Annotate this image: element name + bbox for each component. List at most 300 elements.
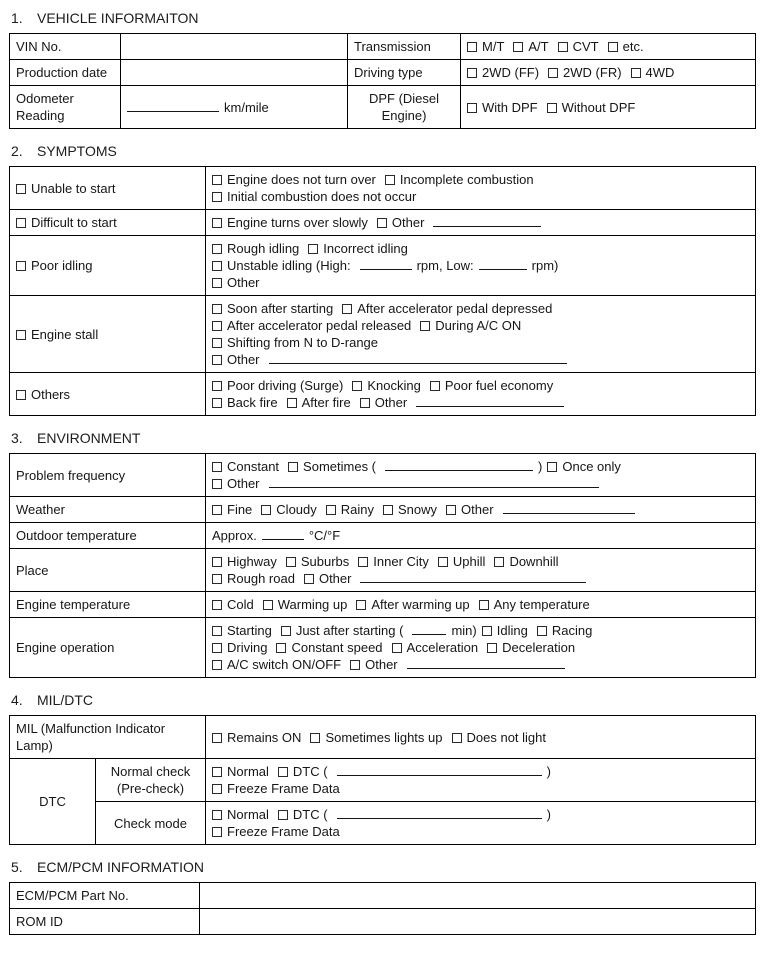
section-number: 2. <box>11 143 23 159</box>
options-cell <box>206 167 756 210</box>
checkbox-option[interactable] <box>212 476 260 491</box>
checkbox-option[interactable] <box>212 241 299 256</box>
checkbox-option[interactable] <box>212 459 279 474</box>
checkbox-option[interactable] <box>479 597 590 612</box>
checkbox-option[interactable] <box>356 597 469 612</box>
ecm-part-no-label: ECM/PCM Part No. <box>16 888 129 903</box>
option-line <box>16 326 199 343</box>
vin-value-cell[interactable] <box>121 34 348 60</box>
checkbox-icon[interactable] <box>16 330 26 340</box>
option-line <box>212 639 749 656</box>
checkbox-label: During A/C ON <box>435 318 522 333</box>
checkbox-option[interactable] <box>212 215 368 230</box>
checkbox-label: Other <box>227 275 260 290</box>
checkbox-icon[interactable] <box>487 643 497 653</box>
checkbox-icon[interactable] <box>212 338 222 348</box>
section-title: ENVIRONMENT <box>37 430 141 446</box>
checkbox-label: After fire <box>301 395 351 410</box>
fill-in-blank[interactable] <box>127 99 219 112</box>
vin-transmission-row <box>10 34 756 60</box>
checkbox-icon[interactable] <box>16 390 26 400</box>
dpf-label-cell <box>348 86 461 129</box>
form-row <box>10 618 756 678</box>
option-line <box>212 351 749 368</box>
ecm-part-no-value-cell[interactable] <box>200 883 756 909</box>
checkbox-option[interactable] <box>420 318 521 333</box>
checkbox-icon[interactable] <box>212 398 222 408</box>
checkbox-icon[interactable] <box>212 626 222 636</box>
section-heading-vehicle-information <box>11 10 756 26</box>
checkbox-icon[interactable] <box>212 321 222 331</box>
section-title: VEHICLE INFORMAITON <box>37 10 199 26</box>
checkbox-icon[interactable] <box>212 660 222 670</box>
form-row <box>10 454 756 497</box>
checkbox-icon[interactable] <box>356 600 366 610</box>
checkbox-label: Normal <box>227 764 269 779</box>
options-cell <box>206 296 756 373</box>
checkbox-icon[interactable] <box>420 321 430 331</box>
checkbox-label: Downhill <box>509 554 559 569</box>
checkbox-icon[interactable] <box>287 398 297 408</box>
section-number: 4. <box>11 692 23 708</box>
checkbox-icon[interactable] <box>278 767 288 777</box>
checkbox-icon[interactable] <box>286 557 296 567</box>
checkbox-option[interactable] <box>308 241 408 256</box>
checkbox-option[interactable] <box>385 172 534 187</box>
checkbox-option[interactable] <box>212 730 301 745</box>
driving-type-options <box>467 64 749 81</box>
environment-label-cell <box>10 497 206 523</box>
checkbox-option[interactable] <box>494 554 558 569</box>
rom-id-label: ROM ID <box>16 914 63 929</box>
checkbox-icon[interactable] <box>482 626 492 636</box>
checkbox-label: Constant <box>227 459 280 474</box>
mil-label: MIL (Malfunction Indicator Lamp) <box>16 721 166 753</box>
checkbox-label: Idling <box>496 623 528 638</box>
checkbox-option[interactable] <box>326 502 374 517</box>
checkbox-option[interactable] <box>452 730 547 745</box>
fill-in-blank[interactable] <box>269 351 567 364</box>
option-line <box>212 729 749 746</box>
fill-in-blank[interactable] <box>337 763 542 776</box>
checkbox-icon[interactable] <box>212 175 222 185</box>
environment-label-cell <box>10 592 206 618</box>
checkbox-option[interactable] <box>467 39 504 54</box>
checkbox-option[interactable] <box>360 395 408 410</box>
option-line <box>212 214 749 231</box>
checkbox-option[interactable] <box>212 623 272 638</box>
checkbox-label: Others <box>31 386 71 402</box>
checkbox-icon[interactable] <box>467 103 477 113</box>
checkbox-icon[interactable] <box>537 626 547 636</box>
fill-in-blank[interactable] <box>503 501 635 514</box>
checkbox-icon[interactable] <box>383 505 393 515</box>
checkbox-option[interactable] <box>212 781 340 796</box>
checkbox-option[interactable] <box>487 640 575 655</box>
checkbox-option[interactable] <box>212 824 340 839</box>
checkbox-icon[interactable] <box>304 574 314 584</box>
checkbox-icon[interactable] <box>276 643 286 653</box>
text-segment: Place <box>16 562 49 578</box>
normal-check-options-cell <box>206 759 756 802</box>
checkbox-option[interactable] <box>342 301 552 316</box>
checkbox-option[interactable] <box>212 764 269 779</box>
section-heading-environment <box>11 430 756 446</box>
option-line <box>127 99 341 116</box>
section-number: 5. <box>11 859 23 875</box>
checkbox-icon[interactable] <box>377 218 387 228</box>
checkbox-icon[interactable] <box>452 733 462 743</box>
checkbox-icon[interactable] <box>212 643 222 653</box>
checkbox-icon[interactable] <box>212 244 222 254</box>
checkbox-icon[interactable] <box>438 557 448 567</box>
dtc-label: DTC <box>39 794 66 809</box>
fill-in-blank[interactable] <box>412 622 446 635</box>
mil-label-cell <box>10 716 206 759</box>
checkbox-option[interactable] <box>212 807 269 822</box>
checkbox-option[interactable] <box>446 502 494 517</box>
checkbox-option[interactable] <box>548 65 622 80</box>
ecm-part-no-row <box>10 883 756 909</box>
symptoms-table <box>9 166 756 416</box>
checkbox-icon[interactable] <box>212 355 222 365</box>
check-mode-label-cell <box>96 802 206 845</box>
checkbox-label: Engine stall <box>31 326 99 342</box>
checkbox-icon[interactable] <box>558 42 568 52</box>
ecm-pcm-table <box>9 882 756 935</box>
checkbox-icon[interactable] <box>430 381 440 391</box>
fill-in-blank[interactable] <box>416 394 564 407</box>
checkbox-icon[interactable] <box>16 261 26 271</box>
transmission-options-cell <box>461 34 756 60</box>
checkbox-icon[interactable] <box>608 42 618 52</box>
checkbox-icon[interactable] <box>212 600 222 610</box>
checkbox-option[interactable] <box>212 571 295 586</box>
checkbox-icon[interactable] <box>212 767 222 777</box>
fill-in-blank[interactable] <box>479 257 527 270</box>
fill-in-blank[interactable] <box>433 214 541 227</box>
checkbox-option[interactable] <box>287 395 351 410</box>
checkbox-option[interactable] <box>310 730 442 745</box>
mil-row <box>10 716 756 759</box>
checkbox-option[interactable] <box>304 571 352 586</box>
rom-id-row <box>10 909 756 935</box>
checkbox-label: Unable to start <box>31 180 116 196</box>
text-segment: ) <box>538 459 543 474</box>
rom-id-value-cell[interactable] <box>200 909 756 935</box>
checkbox-option[interactable] <box>212 502 252 517</box>
checkbox-option[interactable] <box>438 554 486 569</box>
odometer-value-cell[interactable] <box>121 86 348 129</box>
checkbox-icon[interactable] <box>385 175 395 185</box>
transmission-options <box>467 38 749 55</box>
checkbox-icon[interactable] <box>479 600 489 610</box>
options-cell <box>206 454 756 497</box>
checkbox-icon[interactable] <box>547 462 557 472</box>
checkbox-option[interactable] <box>288 459 376 474</box>
checkbox-icon[interactable] <box>212 784 222 794</box>
text-segment: Approx. <box>212 528 257 543</box>
production-date-label: Production date <box>16 65 108 80</box>
checkbox-option[interactable] <box>281 623 404 638</box>
checkbox-icon[interactable] <box>494 557 504 567</box>
checkbox-option[interactable] <box>212 172 376 187</box>
fill-in-blank[interactable] <box>262 527 304 540</box>
checkbox-icon[interactable] <box>358 557 368 567</box>
checkbox-label: Fine <box>227 502 253 517</box>
checkbox-label: Other <box>374 395 408 410</box>
environment-label-cell <box>10 549 206 592</box>
checkbox-option[interactable] <box>16 181 116 196</box>
checkbox-option[interactable] <box>212 640 267 655</box>
checkbox-option[interactable] <box>212 318 411 333</box>
ecm-part-no-label-cell <box>10 883 200 909</box>
checkbox-icon[interactable] <box>310 733 320 743</box>
checkbox-label: Initial combustion does not occur <box>227 189 417 204</box>
option-line <box>16 562 199 579</box>
checkbox-icon[interactable] <box>16 218 26 228</box>
checkbox-option[interactable] <box>16 327 98 342</box>
checkbox-option[interactable] <box>467 65 539 80</box>
mil-options <box>212 729 749 746</box>
checkbox-icon[interactable] <box>326 505 336 515</box>
checkbox-label: 2WD (FF) <box>482 65 540 80</box>
checkbox-icon[interactable] <box>212 479 222 489</box>
checkbox-icon[interactable] <box>263 600 273 610</box>
symptom-label-cell <box>10 167 206 210</box>
checkbox-label: Cold <box>227 597 254 612</box>
checkbox-icon[interactable] <box>352 381 362 391</box>
option-line <box>467 64 749 81</box>
checkbox-icon[interactable] <box>513 42 523 52</box>
checkbox-icon[interactable] <box>212 557 222 567</box>
text-segment: min) <box>451 623 477 638</box>
mil-dtc-table <box>9 715 756 845</box>
checkbox-label: M/T <box>482 39 505 54</box>
checkbox-label: Sometimes lights up <box>325 729 443 745</box>
checkbox-label: Normal <box>227 807 269 822</box>
checkbox-option[interactable] <box>286 554 349 569</box>
check-mode-options-cell <box>206 802 756 845</box>
fill-in-blank[interactable] <box>337 806 542 819</box>
checkbox-option[interactable] <box>16 215 117 230</box>
checkbox-option[interactable] <box>631 65 675 80</box>
checkbox-option[interactable] <box>547 100 636 115</box>
checkbox-option[interactable] <box>558 39 599 54</box>
option-line <box>212 823 749 840</box>
checkbox-option[interactable] <box>513 39 548 54</box>
checkbox-label: Knocking <box>367 378 421 393</box>
checkbox-option[interactable] <box>352 378 420 393</box>
checkbox-option[interactable] <box>212 554 277 569</box>
checkbox-option[interactable] <box>547 459 621 474</box>
checkbox-option[interactable] <box>358 554 429 569</box>
transmission-label: Transmission <box>354 39 431 54</box>
form-row <box>10 549 756 592</box>
checkbox-option[interactable] <box>212 395 278 410</box>
form-row <box>10 592 756 618</box>
symptom-label-cell <box>10 296 206 373</box>
checkbox-option[interactable] <box>278 764 328 779</box>
checkbox-label: Other <box>227 476 260 491</box>
options-cell <box>206 523 756 549</box>
fill-in-blank[interactable] <box>385 458 533 471</box>
text-segment: ) <box>546 764 551 779</box>
checkbox-icon[interactable] <box>212 218 222 228</box>
checkbox-option[interactable] <box>212 335 378 350</box>
checkbox-icon[interactable] <box>212 278 222 288</box>
checkbox-option[interactable] <box>430 378 553 393</box>
odometer-label-cell <box>10 86 121 129</box>
checkbox-icon[interactable] <box>350 660 360 670</box>
checkbox-label: Engine does not turn over <box>227 172 376 187</box>
checkbox-label: Incorrect idling <box>323 241 408 256</box>
checkbox-icon[interactable] <box>467 42 477 52</box>
checkbox-icon[interactable] <box>288 462 298 472</box>
checkbox-icon[interactable] <box>212 462 222 472</box>
checkbox-icon[interactable] <box>342 304 352 314</box>
options-cell <box>206 618 756 678</box>
environment-label-cell <box>10 618 206 678</box>
checkbox-option[interactable] <box>212 352 260 367</box>
checkbox-label: Uphill <box>452 554 486 569</box>
text-segment: °C/°F <box>308 528 341 543</box>
checkbox-option[interactable] <box>212 657 341 672</box>
checkbox-option[interactable] <box>16 258 92 273</box>
checkbox-label: A/C switch ON/OFF <box>227 657 342 672</box>
checkbox-label: Rough road <box>227 571 295 586</box>
checkbox-label: Back fire <box>227 395 278 410</box>
checkbox-icon[interactable] <box>16 184 26 194</box>
checkbox-icon[interactable] <box>212 381 222 391</box>
checkbox-option[interactable] <box>261 502 316 517</box>
checkbox-option[interactable] <box>263 597 348 612</box>
checkbox-option[interactable] <box>482 623 528 638</box>
fill-in-blank[interactable] <box>407 656 565 669</box>
checkbox-label: Shifting from N to D-range <box>227 335 379 350</box>
checkbox-label: Engine turns over slowly <box>227 215 368 230</box>
checkbox-label: Other <box>391 215 425 230</box>
checkbox-icon[interactable] <box>212 733 222 743</box>
option-line <box>212 171 749 188</box>
checkbox-icon[interactable] <box>281 626 291 636</box>
checkbox-icon[interactable] <box>547 103 557 113</box>
fill-in-blank[interactable] <box>360 257 412 270</box>
checkbox-icon[interactable] <box>446 505 456 515</box>
driving-type-options-cell <box>461 60 756 86</box>
checkbox-label: Freeze Frame Data <box>227 781 340 796</box>
checkbox-label: Other <box>461 502 494 517</box>
option-line <box>16 639 199 656</box>
checkbox-option[interactable] <box>350 657 398 672</box>
checkbox-option[interactable] <box>608 39 644 54</box>
driving-type-label-cell <box>348 60 461 86</box>
fill-in-blank[interactable] <box>269 475 599 488</box>
checkbox-label: Soon after starting <box>227 301 334 316</box>
dtc-check-mode-row <box>10 802 756 845</box>
options-cell <box>206 549 756 592</box>
checkbox-option[interactable] <box>278 807 328 822</box>
option-line <box>212 501 749 518</box>
checkbox-label: Acceleration <box>406 640 479 655</box>
checkbox-label: Snowy <box>398 502 438 517</box>
dpf-options-cell <box>461 86 756 129</box>
options-cell <box>206 236 756 296</box>
fill-in-blank[interactable] <box>360 570 586 583</box>
section-number: 1. <box>11 10 23 26</box>
options-cell <box>206 373 756 416</box>
production-date-value-cell[interactable] <box>121 60 348 86</box>
option-line <box>212 240 749 257</box>
checkbox-label: With DPF <box>482 99 538 115</box>
checkbox-option[interactable] <box>212 275 260 290</box>
checkbox-option[interactable] <box>16 387 70 402</box>
text-segment: Engine operation <box>16 640 115 655</box>
section-title: SYMPTOMS <box>37 143 117 159</box>
checkbox-option[interactable] <box>212 301 333 316</box>
form-row <box>10 523 756 549</box>
checkbox-icon[interactable] <box>212 827 222 837</box>
checkbox-icon[interactable] <box>212 574 222 584</box>
checkbox-label: Starting <box>227 623 272 638</box>
checkbox-option[interactable] <box>212 378 343 393</box>
production-driving-row <box>10 60 756 86</box>
checkbox-icon[interactable] <box>392 643 402 653</box>
options-cell <box>206 592 756 618</box>
checkbox-option[interactable] <box>276 640 382 655</box>
checkbox-icon[interactable] <box>360 398 370 408</box>
checkbox-icon[interactable] <box>548 68 558 78</box>
checkbox-option[interactable] <box>383 502 437 517</box>
transmission-label-cell <box>348 34 461 60</box>
section-heading-ecm-pcm <box>11 859 756 875</box>
checkbox-option[interactable] <box>212 258 351 273</box>
checkbox-option[interactable] <box>212 597 254 612</box>
form-row <box>10 167 756 210</box>
checkbox-option[interactable] <box>377 215 425 230</box>
form-row <box>10 210 756 236</box>
checkbox-icon[interactable] <box>467 68 477 78</box>
checkbox-label: After accelerator pedal released <box>227 318 412 333</box>
checkbox-icon[interactable] <box>212 261 222 271</box>
checkbox-label: Inner City <box>373 554 429 569</box>
environment-table <box>9 453 756 678</box>
checkbox-icon[interactable] <box>308 244 318 254</box>
check-mode-label: Check mode <box>114 815 187 831</box>
checkbox-icon[interactable] <box>212 192 222 202</box>
checkbox-label: Incomplete combustion <box>399 172 534 187</box>
checkbox-label: A/T <box>528 39 549 54</box>
driving-type-label: Driving type <box>354 65 423 80</box>
checkbox-label: Other <box>227 352 260 367</box>
checkbox-icon[interactable] <box>631 68 641 78</box>
checkbox-icon[interactable] <box>261 505 271 515</box>
checkbox-option[interactable] <box>212 189 416 204</box>
checkbox-icon[interactable] <box>278 810 288 820</box>
checkbox-option[interactable] <box>537 623 592 638</box>
option-line <box>212 570 749 587</box>
checkbox-option[interactable] <box>392 640 479 655</box>
normal-check-options <box>212 763 749 797</box>
checkbox-label: Cloudy <box>276 502 317 517</box>
checkbox-icon[interactable] <box>212 304 222 314</box>
checkbox-icon[interactable] <box>212 505 222 515</box>
option-line <box>467 38 749 55</box>
checkbox-icon[interactable] <box>212 810 222 820</box>
checkbox-label: Poor driving (Surge) <box>227 378 344 393</box>
symptom-label-cell <box>10 210 206 236</box>
checkbox-option[interactable] <box>467 100 538 115</box>
